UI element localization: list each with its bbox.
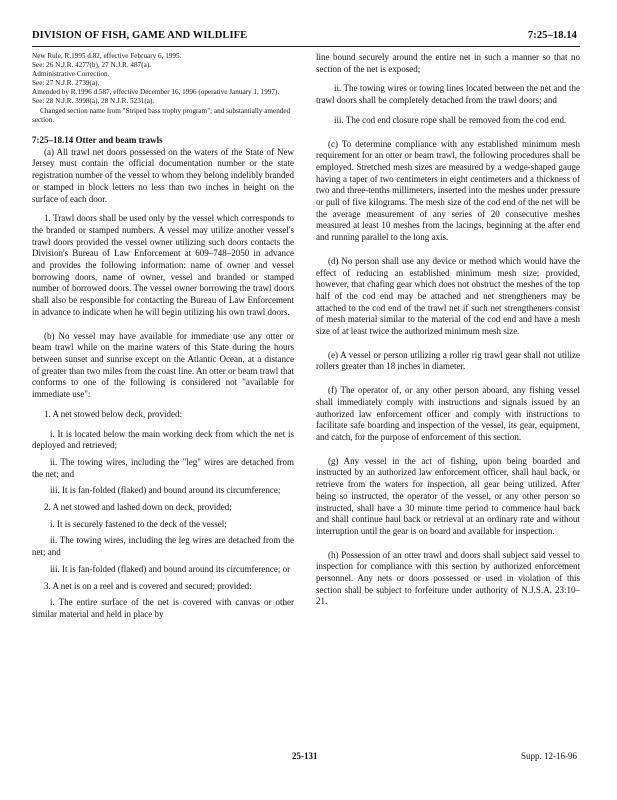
paragraph-b: (b) No vessel may have available for immediate use any otter or beam trawl while on the marine waters of this State during the hours between sunset and sunrise except on the Atlantic Ocean, at a distance of greater than two miles from the coast line. An otter or beam trawl that conforms to one of the following is considered not "available for immediate use": (32, 330, 294, 400)
paragraph-b3i: i. The entire surface of the net is covered with canvas or other similar material and held in place by (32, 597, 294, 619)
paragraph-a: (a) All trawl net doors possessed on the waters of the State of New Jersey must contain the official documentation number or the state registration number of the vessel to whom they belong indelibly branded or stamped in block letters no less than two inches in height on the surface of each door. (32, 146, 294, 204)
history-note: Changed section name from "Striped bass trophy program"; and substantially amended section. (32, 106, 291, 124)
paragraph-b3: 3. A net is on a reel and is covered and secured; provided: (44, 580, 252, 591)
left-column (32, 52, 294, 621)
history-line: See: 26 N.J.R. 4277(b), 27 N.J.R. 487(a). (32, 61, 151, 70)
history-line: Amended by R.1996 d.587, effective December 16, 1996 (operative January 1, 1997). (32, 88, 280, 97)
paragraph-h: (h) Possession of an otter trawl and doors shall subject said vessel to inspection for compliance with this section by authorized enforcement personnel. Any nets or doors possessed or used in violation of this section shall be subject to forfeiture under authority of N.J.S.A. 23:10–21. (316, 549, 580, 607)
paragraph-d: (d) No person shall use any device or method which would have the effect of reducing an established minimum mesh size; provided, however, that chafing gear which does not obstruct the meshes of the top half of the cod end may be attached and net strengtheners may be attached to the cod end of the trawl net if such net strengtheners consist of mesh material similar to the material of the cod end and have a mesh size of at least twice the authorized minimum mesh size. (316, 255, 580, 337)
supplement-date: Supp. 12-16-96 (521, 751, 577, 761)
history-line: See: 28 N.J.R. 3998(a), 28 N.J.R. 5231(a). (32, 97, 155, 106)
history-notes (32, 52, 294, 125)
paragraph-b2iii: iii. It is fan-folded (flaked) and bound around its circumference; or (50, 563, 291, 574)
paragraph-e: (e) A vessel or person utilizing a roller rig trawl gear shall not utilize rollers greater than 18 inches in diameter. (316, 349, 580, 372)
running-header-section: 7:25–18.14 (527, 30, 577, 41)
paragraph-b1ii: ii. The towing wires, including the "leg" wires are detached from the net; and (32, 456, 294, 479)
history-line: See: 27 N.J.R. 2739(a). (32, 79, 100, 88)
running-header-title: DIVISION OF FISH, GAME AND WILDLIFE (32, 30, 248, 41)
paragraph-b3i-continued: line bound securely around the entire net in such a manner so that no section of the net is exposed; (316, 52, 580, 74)
paragraph-c: (c) To determine compliance with any established minimum mesh requirement for an otter or beam trawl, the following procedures shall be employed. Stretched mesh sizes are measured by a wedge-shaped gauge having a taper of two centimeters in eight centimeters and a thickness of two and three-tenths millimeters, inserted into the meshes under pressure or pull of five kilograms. The mesh size of the cod end of the net will be the average measurement of any series of 20 consecutive meshes measured at least 10 meshes from the lacings, beginning at the after end and running parallel to the long axis. (316, 138, 580, 243)
paragraph-b1i: i. It is located below the main working deck from which the net is deployed and retrieved; (32, 428, 294, 451)
paragraph-b3iii: iii. The cod end closure rope shall be removed from the cod end. (334, 114, 567, 125)
paragraph-b1iii: iii. It is fan-folded (flaked) and bound around its circumference; (50, 485, 281, 496)
paragraph-f: (f) The operator of, or any other person aboard, any fishing vessel shall immediately comply with instructions and signals issued by an authorized law enforcement officer and comply with instructions to facilitate safe boarding and inspection of the vessel, its gear, equipment, and catch, for the purpose of enforcement of this section. (316, 385, 580, 442)
history-line: New Rule, R.1995 d.82, effective February 6, 1995. (32, 52, 182, 60)
right-column (316, 52, 580, 608)
header-rule (32, 46, 580, 47)
paragraph-g: (g) Any vessel in the act of fishing, upon being boarded and instructed by an authorized law enforcement officer, shall haul back, or retrieve from the waters for inspection, all gear being utilized. After being so instructed, the operator of the vessel, or any other person so instructed, shall have a 30 minute time period to commence haul back and shall continue haul back or retrieval at an ordinary rate and without interruption until the gear is on board and available for inspection. (316, 455, 580, 536)
paragraph-b2i: i. It is securely fastened to the deck of the vessel; (50, 518, 227, 529)
paragraph-b2: 2. A net stowed and lashed down on deck, provided; (44, 502, 232, 513)
paragraph-b1: 1. A net stowed below deck, provided: (44, 408, 182, 419)
paragraph-a1: 1. Trawl doors shall be used only by the vessel which corresponds to the branded or stamped numbers. A vessel may utilize another vessel's trawl doors provided the vessel owner utilizing such doors contacts the Division's Bureau of Law Enforcement at 609–748–2050 in advance and provides the following information: name of owner and vessel borrowing doors, name of owner, vessel and branded or stamped number of borrowed doors. The vessel owner borrowing the trawl doors shall also be responsible for contacting the Bureau of Law Enforcement in advance to indicate when he will begin utilizing his own trawl doors. (32, 213, 294, 317)
page-number: 25-131 (292, 751, 318, 761)
paragraph-b2ii: ii. The towing wires, including the leg wires are detached from the net; and (32, 535, 294, 558)
section-heading: 7:25–18.14 Otter and beam trawls (32, 134, 163, 145)
history-line: Administrative Correction. (32, 70, 110, 79)
paragraph-b3ii: ii. The towing wires or towing lines located between the net and the trawl doors shall be completely detached from the trawl doors; and (316, 83, 580, 106)
